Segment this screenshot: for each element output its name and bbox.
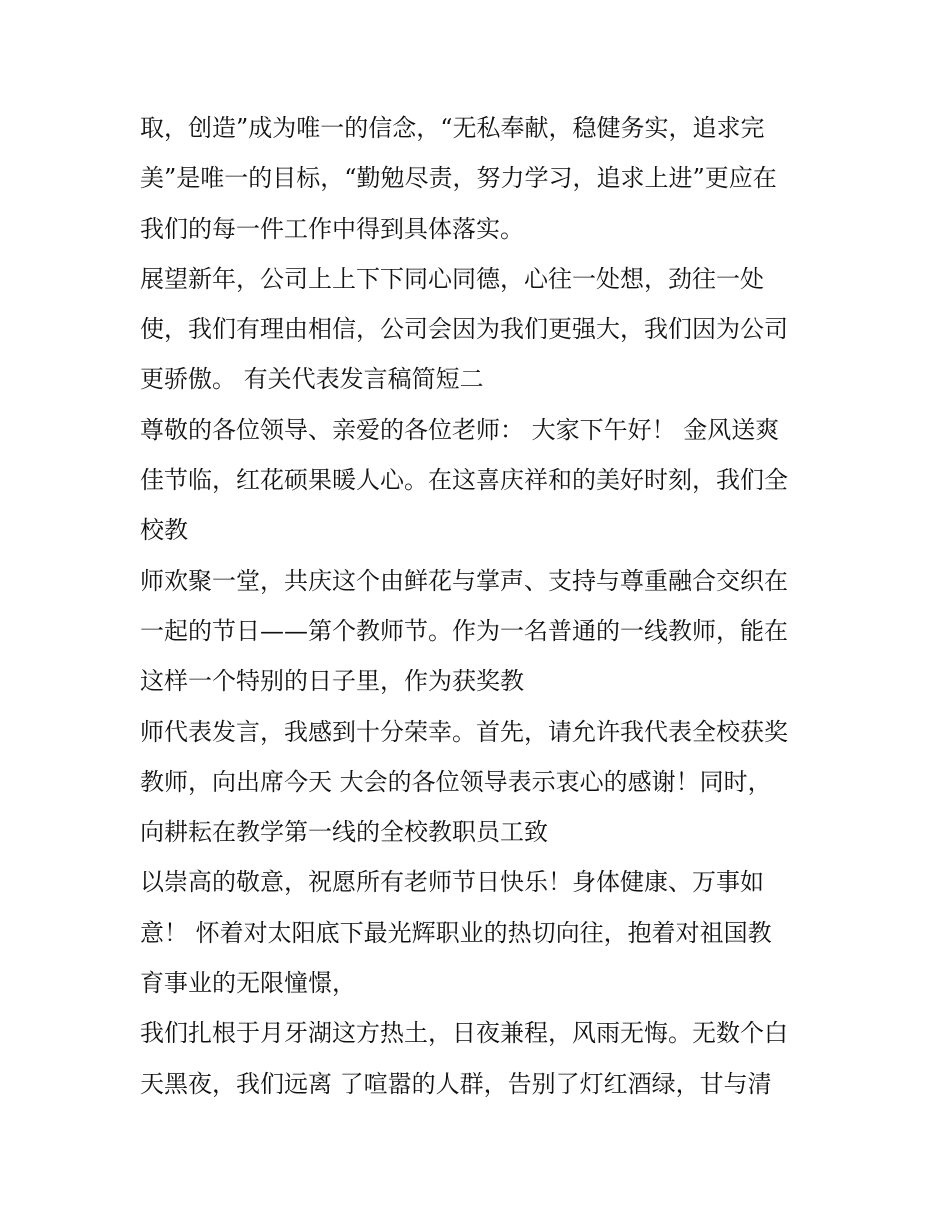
text-line: 一起的节日——第个教师节。作为一名普通的一线教师，能在 bbox=[140, 616, 788, 645]
text-line: 向耕耘在教学第一线的全校教职员工致 bbox=[140, 818, 548, 847]
text-line: 使，我们有理由相信，公司会因为我们更强大，我们因为公司 bbox=[140, 315, 788, 344]
text-line: 展望新年，公司上上下下同心同德，心往一处想，劲往一处 bbox=[140, 264, 764, 293]
text-line: 美”是唯一的目标，“勤勉尽责，努力学习，追求上进”更应在 bbox=[140, 164, 777, 193]
text-line: 这样一个特别的日子里，作为获奖教 bbox=[140, 667, 524, 696]
text-line: 以崇高的敬意，祝愿所有老师节日快乐！身体健康、万事如 bbox=[140, 868, 764, 897]
text-line: 育事业的无限憧憬， bbox=[140, 969, 356, 998]
text-line: 师代表发言，我感到十分荣幸。首先，请允许我代表全校获奖 bbox=[140, 717, 788, 746]
text-line: 我们的每一件工作中得到具体落实。 bbox=[140, 214, 524, 243]
text-line: 天黑夜，我们远离 了喧嚣的人群，告别了灯红酒绿，甘与清 bbox=[140, 1069, 772, 1098]
text-line: 师欢聚一堂，共庆这个由鲜花与掌声、支持与尊重融合交织在 bbox=[140, 566, 788, 595]
text-line: 教师，向出席今天 大会的各位领导表示衷心的感谢！同时， bbox=[140, 767, 772, 796]
text-line: 校教 bbox=[140, 516, 188, 545]
text-line: 我们扎根于月牙湖这方热土，日夜兼程，风雨无悔。无数个白 bbox=[140, 1019, 788, 1048]
document-body bbox=[140, 103, 830, 1109]
text-line: 取，创造”成为唯一的信念，“无私奉献，稳健务实，追求完 bbox=[140, 114, 765, 142]
text-line: 佳节临，红花硕果暖人心。在这喜庆祥和的美好时刻，我们全 bbox=[140, 466, 788, 495]
text-line: 更骄傲。 有关代表发言稿简短二 bbox=[140, 365, 484, 394]
text-line: 意！ 怀着对太阳底下最光辉职业的热切向往，抱着对祖国教 bbox=[140, 918, 772, 947]
text-line: 尊敬的各位领导、亲爱的各位老师： 大家下午好！ 金风送爽 bbox=[140, 415, 780, 444]
